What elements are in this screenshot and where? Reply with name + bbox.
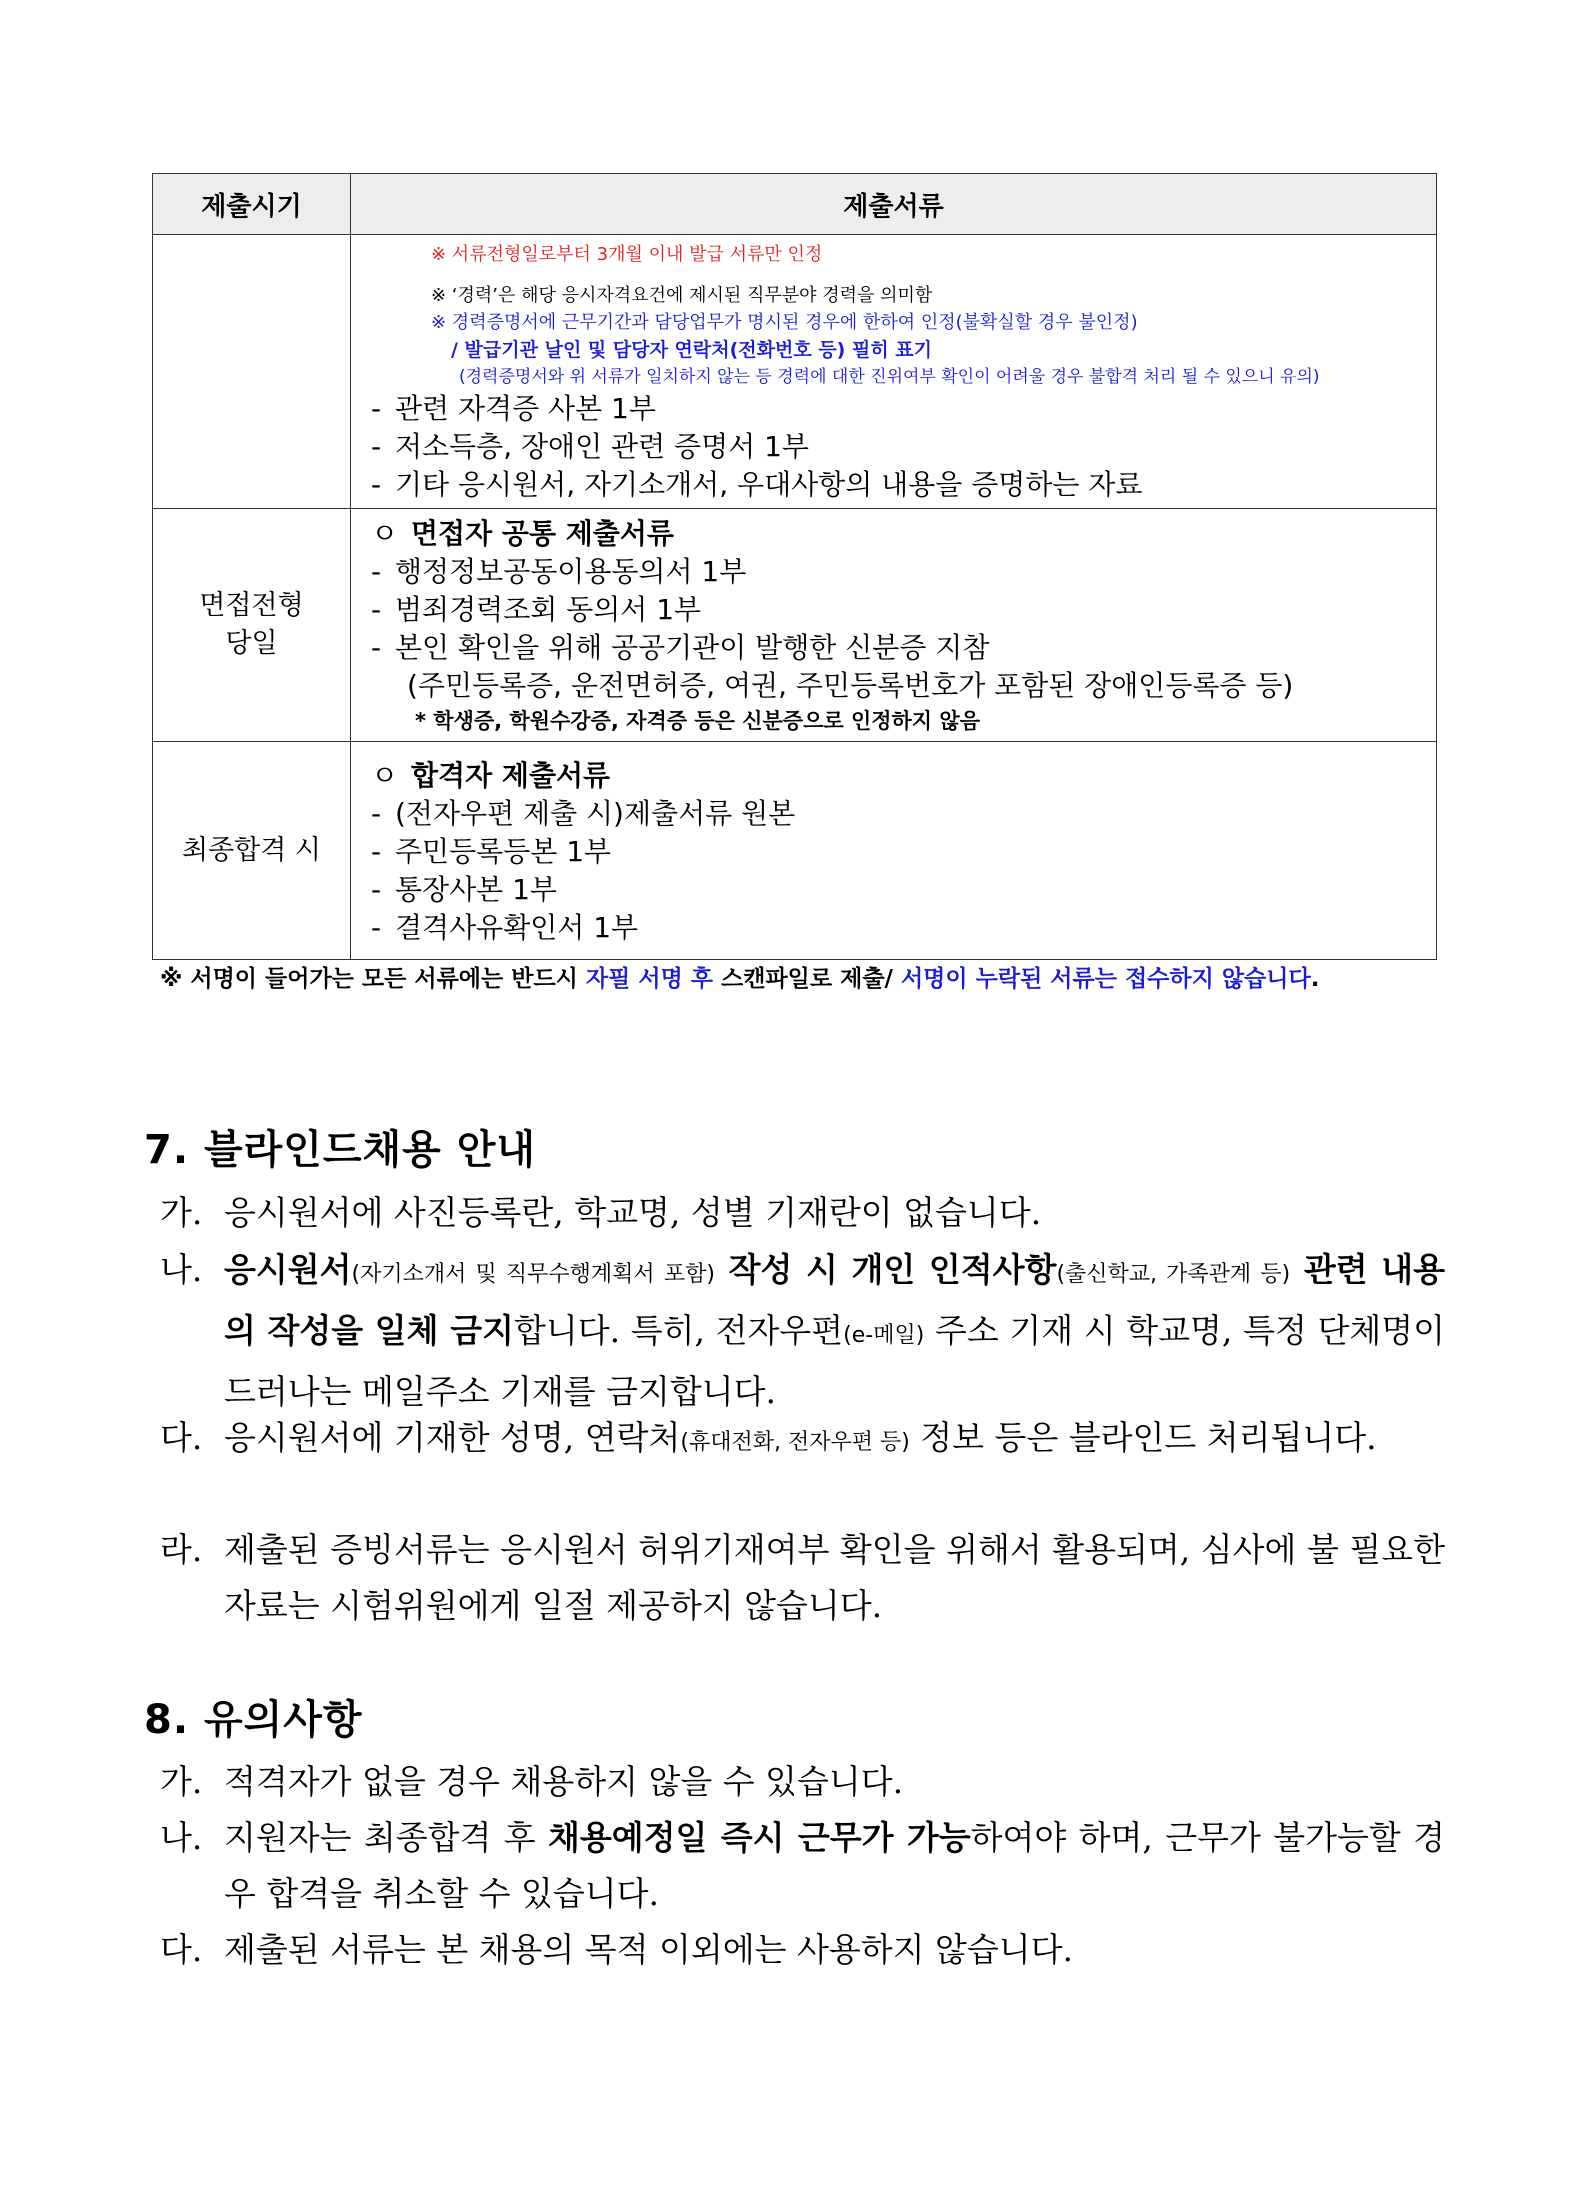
item-text-bold: 관련 내용의 작성을 일체 금지 [224, 1250, 1445, 1350]
list-item [371, 909, 1436, 947]
table-row [153, 509, 1437, 742]
header-submission-timing: 제출시기 [153, 174, 351, 235]
list-item [371, 428, 1436, 466]
list-item-text: 기타 응시원서, 자기소개서, 우대사항의 내용을 증명하는 자료 [395, 468, 1143, 501]
item-text: 제출된 서류는 본 채용의 목적 이외에는 사용하지 않습니다. [224, 1930, 1073, 1969]
dash-marker: - [371, 910, 382, 944]
table-row [153, 235, 1437, 509]
list-item-text: 행정정보공동이용동의서 1부 [395, 555, 747, 588]
list-item [371, 795, 1436, 833]
note-career-definition: ※ ‘경력’은 해당 응시자격요건에 제시된 직무분야 경력을 의미함 [431, 285, 933, 306]
list-item [160, 1810, 1445, 1922]
item-text-small: (e-메일) [843, 1323, 925, 1348]
item-label: 나. [160, 1250, 203, 1289]
item-text [224, 1410, 1445, 1471]
item-text-regular: 합니다. 특히, 전자우편 [513, 1311, 844, 1350]
list-item [160, 1185, 1445, 1241]
list-item [371, 871, 1436, 909]
item-text-bold: 채용예정일 즉시 근무가 가능 [548, 1818, 971, 1857]
item-text-bold: 응시원서 [224, 1250, 352, 1289]
signature-notice-highlight: 자필 서명 후 [585, 966, 714, 992]
signature-notice-text: ※ 서명이 들어가는 모든 서류에는 반드시 [160, 966, 586, 992]
list-item [160, 1922, 1445, 1978]
section-7-title: 7. 블라인드채용 안내 [144, 1127, 536, 1173]
signature-notice [160, 960, 1450, 993]
circle-bullet-icon: ㅇ [371, 517, 399, 550]
list-item-text: 주민등록등본 1부 [395, 834, 612, 868]
group-heading [371, 757, 1436, 795]
list-item-text: 범죄경력조회 동의서 1부 [395, 593, 702, 626]
dash-marker: - [371, 872, 382, 906]
item-text-regular: 응시원서에 기재한 성명, 연락처 [224, 1418, 681, 1457]
note-issue-period: ※ 서류전형일로부터 3개월 이내 발급 서류만 인정 [431, 244, 823, 265]
list-item-text: 관련 자격증 사본 1부 [395, 392, 656, 425]
note-career-certificate-main: ※ 경력증명서에 근무기간과 담당업무가 명시된 경우에 한하여 인정 [431, 312, 956, 333]
dash-marker: - [371, 430, 382, 463]
row3-documents [351, 742, 1437, 960]
list-item [371, 591, 1436, 629]
list-item-text: 저소득층, 장애인 관련 증명서 1부 [395, 430, 809, 463]
row2-timing-line2: 당일 [225, 628, 278, 659]
item-text-regular: 주소 기재 시 학교명, 특정 단체명이 드러나는 메일주소 기재를 금지합니다. [224, 1311, 1445, 1411]
item-text-bold: 작성 시 개인 인적사항 [714, 1250, 1057, 1289]
group-title: 면접자 공통 제출서류 [411, 517, 674, 550]
group-heading [371, 515, 1436, 553]
signature-notice-text: . [1310, 966, 1320, 992]
signature-notice-highlight: 서명이 누락된 서류는 접수하지 않습니다 [900, 966, 1311, 992]
dash-marker: - [371, 555, 382, 588]
list-item-text: 본인 확인을 위해 공공기관이 발행한 신분증 지참 [395, 631, 990, 664]
dash-marker: - [371, 631, 382, 664]
note-career-certificate [371, 309, 1436, 336]
item-label: 다. [160, 1930, 203, 1969]
item-text-small: (휴대전화, 전자우편 등) [680, 1430, 910, 1455]
item-label: 다. [160, 1418, 203, 1457]
item-text [224, 1242, 1445, 1420]
dash-marker: - [371, 796, 382, 830]
header-submission-documents: 제출서류 [351, 174, 1437, 235]
item-text-small: (출신학교, 가족관계 등) [1056, 1262, 1291, 1287]
item-text-regular: 정보 등은 블라인드 처리됩니다. [909, 1418, 1377, 1457]
item-text: 적격자가 없을 경우 채용하지 않을 수 있습니다. [224, 1762, 904, 1801]
list-item-text: (전자우편 제출 시)제출서류 원본 [395, 796, 796, 830]
section-8-title: 8. 유의사항 [144, 1697, 363, 1743]
group-title: 합격자 제출서류 [411, 758, 611, 792]
row2-timing [153, 509, 351, 742]
note-issuer-seal: / 발급기관 날인 및 담당자 연락처(전화번호 등) 필히 표기 [451, 339, 933, 361]
note-career-certificate-paren: (불확실할 경우 불인정) [955, 312, 1138, 333]
item-label: 나. [160, 1818, 203, 1857]
submission-documents-table [152, 173, 1437, 960]
list-item [371, 553, 1436, 591]
list-item [160, 1410, 1445, 1471]
dash-marker: - [371, 593, 382, 626]
row1-timing [153, 235, 351, 509]
note-mismatch-warning: (경력증명서와 위 서류가 일치하지 않는 등 경력에 대한 진위여부 확인이 어려울 경우 불합격 처리 될 수 있으니 유의) [459, 367, 1320, 387]
row1-documents [351, 235, 1437, 509]
circle-bullet-icon: ㅇ [371, 758, 399, 792]
row2-documents [351, 509, 1437, 742]
list-item [371, 629, 1436, 667]
list-item [371, 833, 1436, 871]
item-label: 가. [160, 1762, 203, 1801]
list-item [160, 1242, 1445, 1420]
signature-notice-text: 스캔파일로 제출/ [713, 966, 901, 992]
item-text-regular: 하여야 하며, 근무가 불가능할 경우 합격을 취소할 수 있습니다. [224, 1818, 1445, 1913]
table-row [153, 742, 1437, 960]
list-item [371, 466, 1436, 504]
item-text-small: (자기소개서 및 직무수행계획서 포함) [351, 1262, 715, 1287]
item-text: 제출된 증빙서류는 응시원서 허위기재여부 확인을 위해서 활용되며, 심사에 불 필요한 자료는 시험위원에게 일절 제공하지 않습니다. [224, 1530, 1445, 1625]
list-item [160, 1754, 1445, 1810]
row2-timing-line1: 면접전형 [199, 590, 304, 621]
list-item [160, 1522, 1445, 1634]
list-item-text: 결격사유확인서 1부 [395, 910, 639, 944]
item-label: 라. [160, 1530, 203, 1569]
list-item-text: 통장사본 1부 [395, 872, 557, 906]
dash-marker: - [371, 392, 382, 425]
item-text: 응시원서에 사진등록란, 학교명, 성별 기재란이 없습니다. [224, 1193, 1042, 1232]
id-examples: (주민등록증, 운전면허증, 여권, 주민등록번호가 포함된 장애인등록증 등) [407, 669, 1294, 702]
item-text-regular: 지원자는 최종합격 후 [224, 1818, 548, 1857]
student-id-note: * 학생증, 학원수강증, 자격증 등은 신분증으로 인정하지 않음 [415, 709, 980, 733]
dash-marker: - [371, 834, 382, 868]
row3-timing: 최종합격 시 [153, 742, 351, 960]
table-header-row [153, 174, 1437, 235]
list-item [371, 390, 1436, 428]
item-text [224, 1810, 1445, 1922]
item-label: 가. [160, 1193, 203, 1232]
dash-marker: - [371, 468, 382, 501]
